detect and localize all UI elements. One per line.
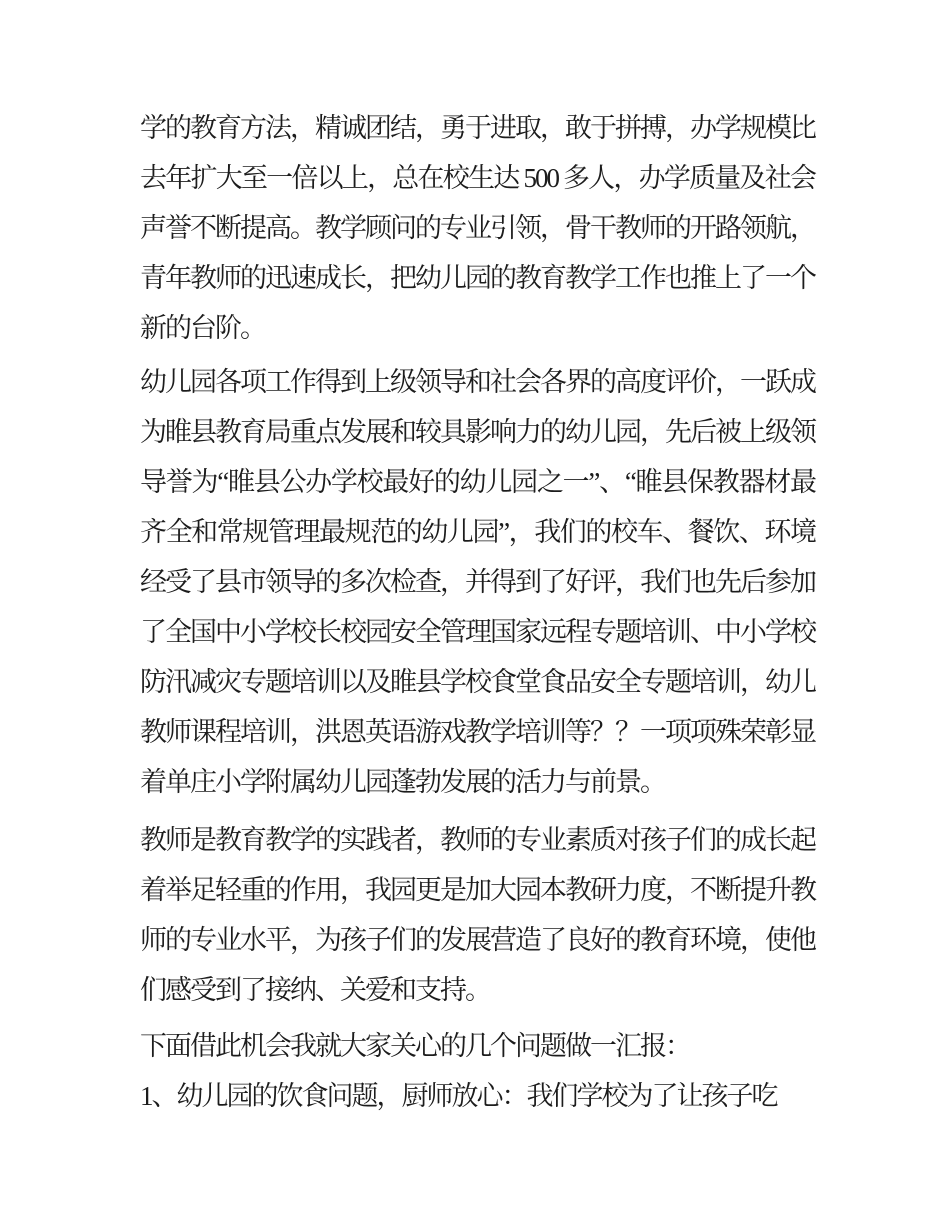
text-column (140, 103, 815, 1121)
paragraph (140, 815, 815, 1015)
text-line: 为睢县教育局重点发展和较具影响力的幼儿园，先后被上级领 (140, 417, 815, 447)
text-line: 下面借此机会我就大家关心的几个问题做一汇报： (140, 1031, 690, 1061)
text-line: 着举足轻重的作用，我园更是加大园本教研力度，不断提升教 (140, 875, 815, 905)
text-line: 幼儿园各项工作得到上级领导和社会各界的高度评价，一跃成 (140, 367, 815, 397)
text-line: 着单庄小学附属幼儿园蓬勃发展的活力与前景。 (140, 767, 665, 797)
text-line: 了全国中小学校长校园安全管理国家远程专题培训、中小学校 (140, 617, 815, 647)
text-line: 声誉不断提高。教学顾问的专业引领，骨干教师的开路领航， (140, 213, 815, 243)
text-line: 学的教育方法，精诚团结，勇于进取，敢于拼搏，办学规模比 (140, 113, 815, 143)
paragraph (140, 1021, 815, 1071)
paragraph-numbered-item (140, 1071, 815, 1121)
text-line: 新的台阶。 (140, 313, 265, 343)
text-line: 1、幼儿园的饮食问题，厨师放心：我们学校为了让孩子吃 (140, 1081, 777, 1111)
text-line: 防汛减灾专题培训以及睢县学校食堂食品安全专题培训，幼儿 (140, 667, 815, 697)
paragraph (140, 357, 815, 807)
text-line: 师的专业水平，为孩子们的发展营造了良好的教育环境，使他 (140, 925, 815, 955)
text-line: 经受了县市领导的多次检查，并得到了好评，我们也先后参加 (140, 567, 815, 597)
text-line: 教师课程培训，洪恩英语游戏教学培训等？？一项项殊荣彰显 (140, 717, 815, 747)
text-line: 青年教师的迅速成长，把幼儿园的教育教学工作也推上了一个 (140, 263, 815, 293)
text-line: 齐全和常规管理最规范的幼儿园”，我们的校车、餐饮、环境 (140, 517, 815, 547)
text-line: 导誉为“睢县公办学校最好的幼儿园之一”、“睢县保教器材最 (140, 467, 815, 497)
text-line: 去年扩大至一倍以上，总在校生达 500 多人，办学质量及社会 (140, 163, 815, 193)
text-line: 们感受到了接纳、关爱和支持。 (140, 975, 490, 1005)
paragraph (140, 103, 815, 353)
text-line: 教师是教育教学的实践者，教师的专业素质对孩子们的成长起 (140, 825, 815, 855)
